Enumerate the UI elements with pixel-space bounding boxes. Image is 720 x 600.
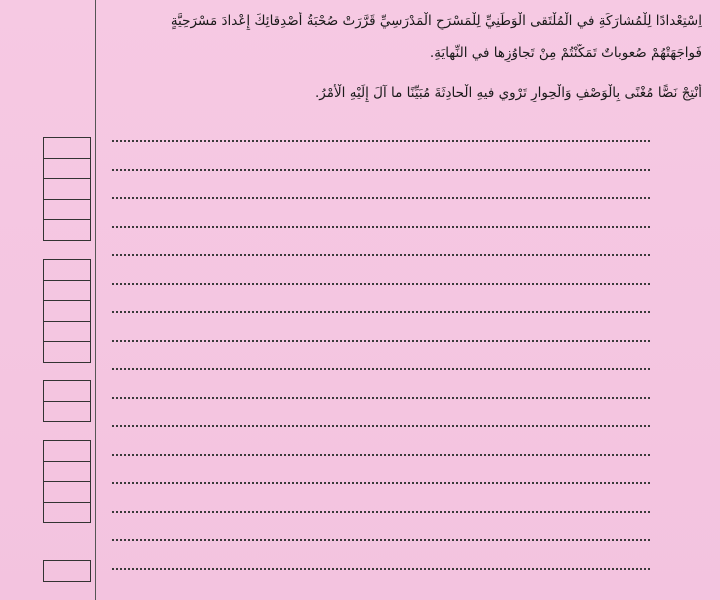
grading-box-cell[interactable] — [44, 179, 90, 200]
answer-dotted-line[interactable] — [112, 511, 650, 513]
answer-dotted-line[interactable] — [112, 482, 650, 484]
grading-box-cell[interactable] — [44, 441, 90, 462]
answer-dotted-line[interactable] — [112, 140, 650, 142]
answer-dotted-line[interactable] — [112, 226, 650, 228]
margin-divider-line — [95, 0, 96, 600]
grading-box-cell[interactable] — [44, 260, 90, 281]
grading-box-group — [43, 259, 91, 363]
answer-dotted-line[interactable] — [112, 425, 650, 427]
grading-box-cell[interactable] — [44, 342, 90, 363]
grading-box-cell[interactable] — [44, 381, 90, 402]
answer-dotted-line[interactable] — [112, 539, 650, 541]
answer-dotted-line[interactable] — [112, 283, 650, 285]
grading-box-group — [43, 440, 91, 523]
answer-dotted-line[interactable] — [112, 169, 650, 171]
answer-dotted-line[interactable] — [112, 397, 650, 399]
prompt-paragraph-line-2: فَواجَهَتْهُمْ صُعوباتٌ تَمَكَّنْتُمْ مِنْ تَجاوُزِها في النِّهايَةِ. — [429, 45, 702, 61]
answer-dotted-line[interactable] — [112, 568, 650, 570]
prompt-paragraph-line-1: اِسْتِعْدادًا لِلْمُشارَكَةِ في الْمُلْتَقى الْوَطَنِيِّ لِلْمَسْرَحِ الْمَدْرَسِيِّ قَرَّرَتْ صُحْبَةُ أَصْدِقائِكَ إِعْدادَ مَسْرَحِيَّةٍ — [170, 13, 702, 29]
grading-box-cell[interactable] — [44, 503, 90, 524]
grading-box-cell[interactable] — [44, 159, 90, 180]
grading-box-group — [43, 560, 91, 582]
grading-box-cell[interactable] — [44, 220, 90, 241]
grading-box-cell[interactable] — [44, 482, 90, 503]
grading-box-group — [43, 380, 91, 422]
answer-dotted-line[interactable] — [112, 254, 650, 256]
grading-box-group — [43, 137, 91, 241]
answer-dotted-line[interactable] — [112, 197, 650, 199]
grading-box-cell[interactable] — [44, 281, 90, 302]
answer-dotted-line[interactable] — [112, 311, 650, 313]
grading-box-cell[interactable] — [44, 561, 90, 582]
grading-box-cell[interactable] — [44, 462, 90, 483]
answer-dotted-line[interactable] — [112, 340, 650, 342]
grading-box-cell[interactable] — [44, 402, 90, 423]
writing-task-instruction: أَنْتِجْ نَصًّا مُغْنًى بِالْوَصْفِ وَالْحِوارِ تَرْوي فيهِ الْحادِثَةَ مُبَيِّنًا ما آلَ إِلَيْهِ الْأَمْرُ. — [315, 85, 702, 101]
grading-box-cell[interactable] — [44, 301, 90, 322]
answer-dotted-line[interactable] — [112, 368, 650, 370]
grading-box-cell[interactable] — [44, 200, 90, 221]
grading-box-cell[interactable] — [44, 322, 90, 343]
grading-box-cell[interactable] — [44, 138, 90, 159]
answer-dotted-line[interactable] — [112, 454, 650, 456]
